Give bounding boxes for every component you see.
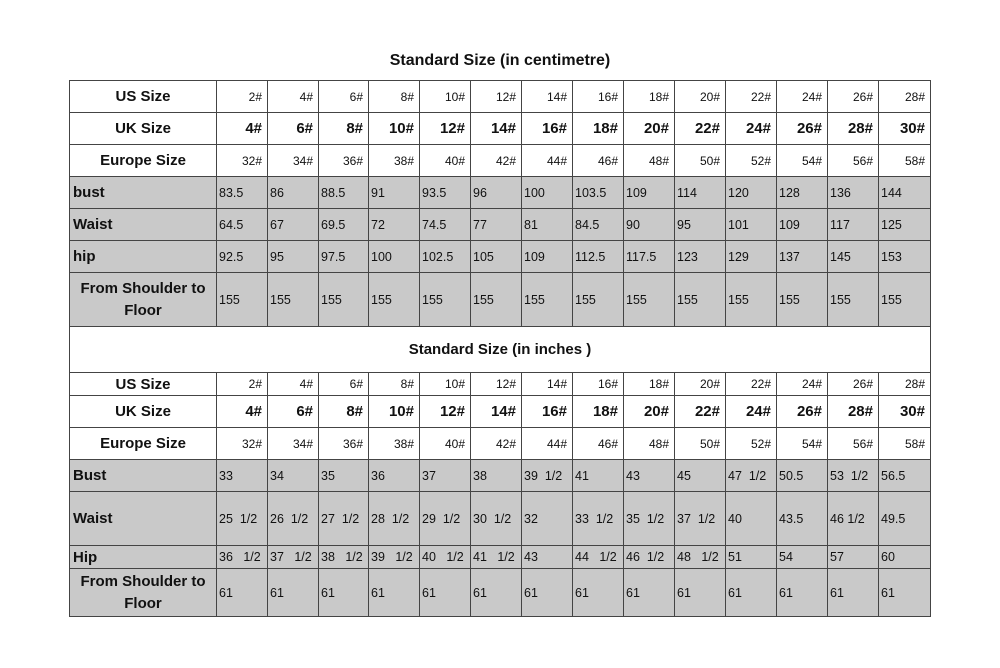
size-cell: 30# (879, 113, 931, 145)
size-cell: 8# (369, 373, 420, 396)
measurement-cell: 34 (268, 460, 319, 492)
inch-bust-row (70, 460, 931, 492)
inch-uk-size-row (70, 396, 931, 428)
measurement-cell: 41 1/2 (471, 546, 522, 569)
size-cell: 12# (420, 113, 471, 145)
measurement-cell: 44 1/2 (573, 546, 624, 569)
measurement-cell: 39 1/2 (522, 460, 573, 492)
measurement-cell: 43 (624, 460, 675, 492)
measurement-cell: 38 1/2 (319, 546, 369, 569)
measurement-cell: 81 (522, 209, 573, 241)
size-cell: 50# (675, 145, 726, 177)
measurement-cell: 61 (268, 569, 319, 617)
measurement-cell: 61 (522, 569, 573, 617)
inch-us-size-row (70, 373, 931, 396)
measurement-cell: 39 1/2 (369, 546, 420, 569)
measurement-cell: 57 (828, 546, 879, 569)
measurement-cell: 49.5 (879, 492, 931, 546)
measurement-cell: 41 (573, 460, 624, 492)
measurement-cell: 35 (319, 460, 369, 492)
cm-waist-row (70, 209, 931, 241)
measurement-cell: 38 (471, 460, 522, 492)
measurement-cell: 155 (573, 273, 624, 327)
measurement-cell: 61 (828, 569, 879, 617)
measurement-cell: 91 (369, 177, 420, 209)
size-cell: 40# (420, 428, 471, 460)
size-cell: 10# (420, 373, 471, 396)
size-cell: 54# (777, 428, 828, 460)
size-cell: 38# (369, 145, 420, 177)
measurement-cell: 61 (471, 569, 522, 617)
size-cell: 20# (624, 113, 675, 145)
row-label: US Size (70, 373, 217, 396)
measurement-cell: 61 (319, 569, 369, 617)
size-cell: 8# (369, 81, 420, 113)
measurement-cell: 129 (726, 241, 777, 273)
size-cell: 24# (726, 396, 777, 428)
row-label: From Shoulder to Floor (70, 569, 217, 617)
size-cell: 20# (624, 396, 675, 428)
size-cell: 32# (217, 428, 268, 460)
measurement-cell: 136 (828, 177, 879, 209)
measurement-cell: 90 (624, 209, 675, 241)
size-cell: 22# (675, 396, 726, 428)
measurement-cell: 101 (726, 209, 777, 241)
measurement-cell: 155 (319, 273, 369, 327)
row-label: Bust (70, 460, 217, 492)
row-label: Europe Size (70, 145, 217, 177)
size-cell: 26# (828, 373, 879, 396)
size-cell: 30# (879, 396, 931, 428)
size-cell: 48# (624, 428, 675, 460)
measurement-cell: 60 (879, 546, 931, 569)
size-cell: 28# (828, 113, 879, 145)
measurement-cell: 48 1/2 (675, 546, 726, 569)
measurement-cell: 25 1/2 (217, 492, 268, 546)
size-cell: 54# (777, 145, 828, 177)
measurement-cell: 56.5 (879, 460, 931, 492)
measurement-cell: 61 (369, 569, 420, 617)
size-cell: 12# (471, 81, 522, 113)
measurement-cell: 40 1/2 (420, 546, 471, 569)
row-label: Hip (70, 546, 217, 569)
size-cell: 18# (624, 81, 675, 113)
measurement-cell: 153 (879, 241, 931, 273)
cm-hip-row (70, 241, 931, 273)
size-chart-table (69, 80, 931, 617)
row-label: US Size (70, 81, 217, 113)
row-label: bust (70, 177, 217, 209)
page-title: Standard Size (in centimetre) (389, 52, 611, 69)
inch-hip-row (70, 546, 931, 569)
measurement-cell: 96 (471, 177, 522, 209)
measurement-cell: 37 1/2 (675, 492, 726, 546)
measurement-cell: 61 (217, 569, 268, 617)
measurement-cell: 46 1/2 (624, 546, 675, 569)
size-cell: 36# (319, 145, 369, 177)
measurement-cell: 125 (879, 209, 931, 241)
cm-uk-size-row (70, 113, 931, 145)
size-cell: 26# (828, 81, 879, 113)
measurement-cell: 155 (675, 273, 726, 327)
measurement-cell: 67 (268, 209, 319, 241)
measurement-cell: 155 (777, 273, 828, 327)
measurement-cell: 145 (828, 241, 879, 273)
measurement-cell: 155 (369, 273, 420, 327)
measurement-cell: 83.5 (217, 177, 268, 209)
measurement-cell: 155 (624, 273, 675, 327)
measurement-cell: 45 (675, 460, 726, 492)
measurement-cell: 43 (522, 546, 573, 569)
measurement-cell: 86 (268, 177, 319, 209)
size-cell: 16# (573, 373, 624, 396)
measurement-cell: 29 1/2 (420, 492, 471, 546)
inch-section-title-row (70, 327, 931, 373)
size-cell: 34# (268, 145, 319, 177)
measurement-cell: 47 1/2 (726, 460, 777, 492)
measurement-cell: 37 (420, 460, 471, 492)
size-cell: 38# (369, 428, 420, 460)
size-cell: 52# (726, 145, 777, 177)
measurement-cell: 128 (777, 177, 828, 209)
size-cell: 26# (777, 396, 828, 428)
measurement-cell: 37 1/2 (268, 546, 319, 569)
inch-waist-row (70, 492, 931, 546)
measurement-cell: 117 (828, 209, 879, 241)
size-cell: 48# (624, 145, 675, 177)
size-cell: 46# (573, 145, 624, 177)
measurement-cell: 61 (573, 569, 624, 617)
size-cell: 14# (471, 113, 522, 145)
measurement-cell: 155 (879, 273, 931, 327)
size-cell: 18# (573, 113, 624, 145)
measurement-cell: 61 (624, 569, 675, 617)
measurement-cell: 28 1/2 (369, 492, 420, 546)
size-cell: 4# (217, 396, 268, 428)
measurement-cell: 114 (675, 177, 726, 209)
measurement-cell: 61 (420, 569, 471, 617)
measurement-cell: 33 1/2 (573, 492, 624, 546)
measurement-cell: 155 (828, 273, 879, 327)
size-cell: 28# (879, 81, 931, 113)
size-cell: 16# (522, 113, 573, 145)
row-label: Europe Size (70, 428, 217, 460)
size-cell: 4# (268, 81, 319, 113)
row-label: Waist (70, 209, 217, 241)
size-cell: 10# (369, 396, 420, 428)
measurement-cell: 61 (726, 569, 777, 617)
inch-europe-size-row (70, 428, 931, 460)
size-cell: 12# (420, 396, 471, 428)
row-label: From Shoulder to Floor (70, 273, 217, 327)
measurement-cell: 144 (879, 177, 931, 209)
measurement-cell: 95 (268, 241, 319, 273)
size-cell: 6# (319, 81, 369, 113)
cm-bust-row (70, 177, 931, 209)
measurement-cell: 93.5 (420, 177, 471, 209)
size-cell: 14# (471, 396, 522, 428)
measurement-cell: 103.5 (573, 177, 624, 209)
size-cell: 2# (217, 81, 268, 113)
measurement-cell: 72 (369, 209, 420, 241)
size-cell: 44# (522, 428, 573, 460)
size-cell: 42# (471, 145, 522, 177)
measurement-cell: 155 (726, 273, 777, 327)
size-cell: 24# (777, 373, 828, 396)
measurement-cell: 51 (726, 546, 777, 569)
size-cell: 28# (879, 373, 931, 396)
measurement-cell: 36 (369, 460, 420, 492)
size-cell: 40# (420, 145, 471, 177)
size-cell: 56# (828, 428, 879, 460)
measurement-cell: 123 (675, 241, 726, 273)
size-cell: 8# (319, 113, 369, 145)
size-cell: 18# (624, 373, 675, 396)
size-cell: 20# (675, 81, 726, 113)
size-cell: 22# (726, 81, 777, 113)
row-label: UK Size (70, 113, 217, 145)
size-cell: 16# (522, 396, 573, 428)
size-cell: 28# (828, 396, 879, 428)
size-cell: 24# (726, 113, 777, 145)
size-cell: 6# (319, 373, 369, 396)
size-cell: 46# (573, 428, 624, 460)
measurement-cell: 95 (675, 209, 726, 241)
size-cell: 4# (268, 373, 319, 396)
size-cell: 12# (471, 373, 522, 396)
measurement-cell: 40 (726, 492, 777, 546)
measurement-cell: 137 (777, 241, 828, 273)
size-cell: 4# (217, 113, 268, 145)
measurement-cell: 155 (471, 273, 522, 327)
measurement-cell: 50.5 (777, 460, 828, 492)
measurement-cell: 100 (369, 241, 420, 273)
measurement-cell: 155 (217, 273, 268, 327)
size-cell: 56# (828, 145, 879, 177)
size-cell: 36# (319, 428, 369, 460)
size-cell: 20# (675, 373, 726, 396)
row-label: hip (70, 241, 217, 273)
measurement-cell: 46 1/2 (828, 492, 879, 546)
measurement-cell: 64.5 (217, 209, 268, 241)
size-cell: 58# (879, 428, 931, 460)
size-cell: 16# (573, 81, 624, 113)
measurement-cell: 54 (777, 546, 828, 569)
measurement-cell: 92.5 (217, 241, 268, 273)
measurement-cell: 88.5 (319, 177, 369, 209)
inch-shoulder-to-floor-row (70, 569, 931, 617)
size-cell: 58# (879, 145, 931, 177)
measurement-cell: 102.5 (420, 241, 471, 273)
cm-us-size-row (70, 81, 931, 113)
measurement-cell: 26 1/2 (268, 492, 319, 546)
measurement-cell: 84.5 (573, 209, 624, 241)
measurement-cell: 120 (726, 177, 777, 209)
measurement-cell: 61 (879, 569, 931, 617)
size-cell: 22# (675, 113, 726, 145)
measurement-cell: 36 1/2 (217, 546, 268, 569)
size-cell: 14# (522, 373, 573, 396)
measurement-cell: 112.5 (573, 241, 624, 273)
size-cell: 18# (573, 396, 624, 428)
size-cell: 6# (268, 396, 319, 428)
measurement-cell: 109 (777, 209, 828, 241)
row-label: UK Size (70, 396, 217, 428)
measurement-cell: 32 (522, 492, 573, 546)
size-cell: 24# (777, 81, 828, 113)
inch-section-title: Standard Size (in inches ) (70, 327, 931, 373)
measurement-cell: 105 (471, 241, 522, 273)
size-cell: 2# (217, 373, 268, 396)
size-cell: 26# (777, 113, 828, 145)
size-cell: 14# (522, 81, 573, 113)
size-cell: 44# (522, 145, 573, 177)
cm-europe-size-row (70, 145, 931, 177)
measurement-cell: 155 (268, 273, 319, 327)
size-cell: 8# (319, 396, 369, 428)
cm-shoulder-to-floor-row (70, 273, 931, 327)
measurement-cell: 109 (522, 241, 573, 273)
measurement-cell: 27 1/2 (319, 492, 369, 546)
size-cell: 10# (420, 81, 471, 113)
size-cell: 10# (369, 113, 420, 145)
size-cell: 34# (268, 428, 319, 460)
measurement-cell: 33 (217, 460, 268, 492)
measurement-cell: 74.5 (420, 209, 471, 241)
measurement-cell: 117.5 (624, 241, 675, 273)
measurement-cell: 155 (420, 273, 471, 327)
size-cell: 50# (675, 428, 726, 460)
measurement-cell: 61 (777, 569, 828, 617)
measurement-cell: 61 (675, 569, 726, 617)
measurement-cell: 30 1/2 (471, 492, 522, 546)
measurement-cell: 100 (522, 177, 573, 209)
measurement-cell: 69.5 (319, 209, 369, 241)
measurement-cell: 109 (624, 177, 675, 209)
measurement-cell: 155 (522, 273, 573, 327)
size-cell: 42# (471, 428, 522, 460)
measurement-cell: 97.5 (319, 241, 369, 273)
size-cell: 32# (217, 145, 268, 177)
measurement-cell: 53 1/2 (828, 460, 879, 492)
size-cell: 6# (268, 113, 319, 145)
measurement-cell: 43.5 (777, 492, 828, 546)
row-label: Waist (70, 492, 217, 546)
measurement-cell: 77 (471, 209, 522, 241)
size-cell: 22# (726, 373, 777, 396)
size-cell: 52# (726, 428, 777, 460)
measurement-cell: 35 1/2 (624, 492, 675, 546)
